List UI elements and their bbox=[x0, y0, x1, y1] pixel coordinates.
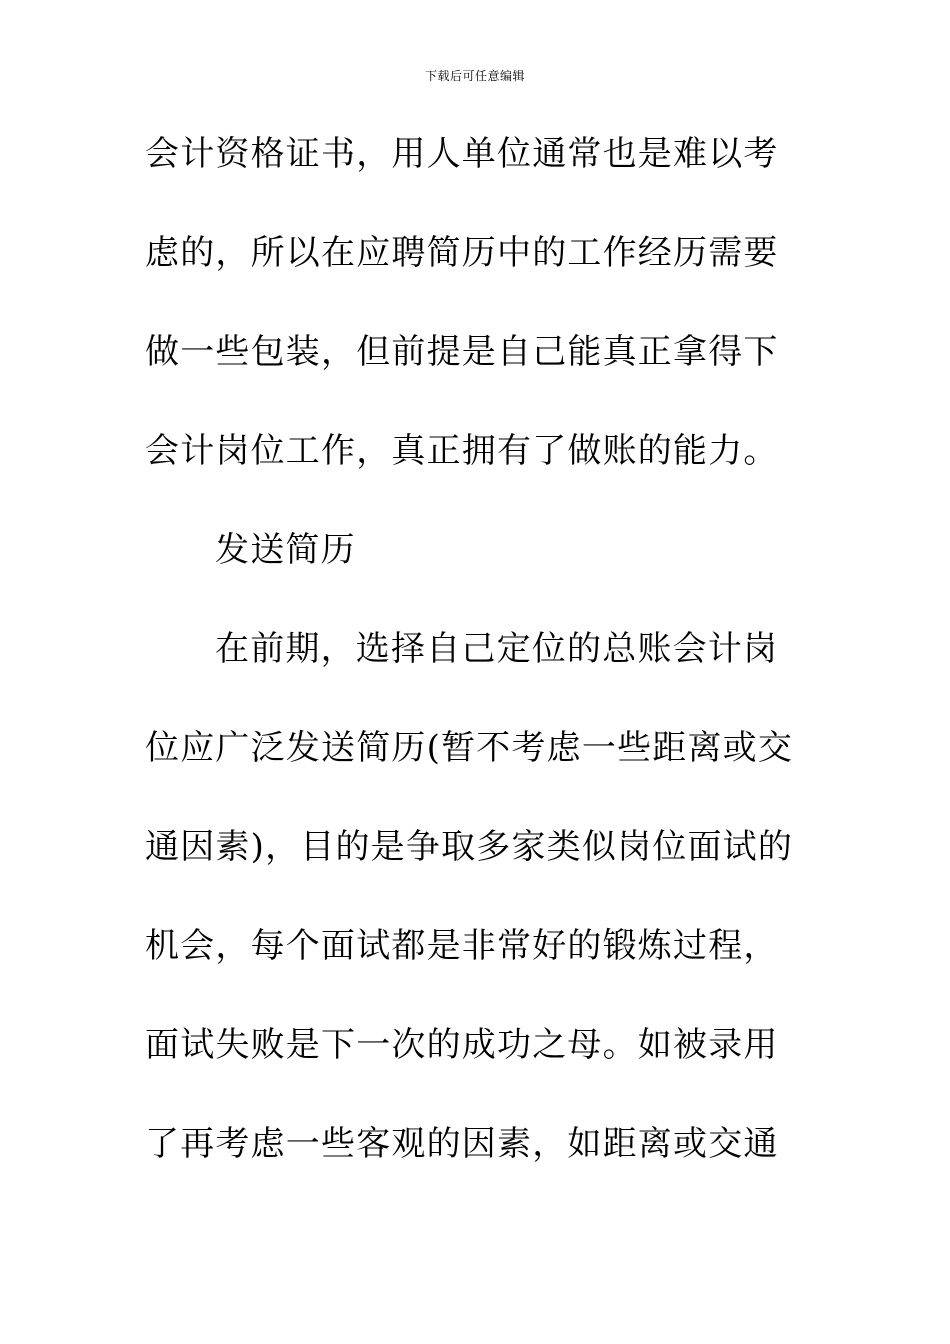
text-line: 位应广泛发送简历(暂不考虑一些距离或交 bbox=[145, 728, 794, 768]
text-line: 面试失败是下一次的成功之母。如被录用 bbox=[145, 1025, 779, 1065]
text-line: 会计岗位工作，真正拥有了做账的能力。 bbox=[145, 431, 779, 471]
section-heading: 发送简历 bbox=[215, 530, 356, 570]
text-line: 在前期，选择自己定位的总账会计岗 bbox=[215, 629, 779, 669]
text-line: 会计资格证书，用人单位通常也是难以考 bbox=[145, 134, 779, 174]
text-line: 机会，每个面试都是非常好的锻炼过程， bbox=[145, 926, 779, 966]
text-line: 做一些包装，但前提是自己能真正拿得下 bbox=[145, 332, 779, 372]
text-line: 了再考虑一些客观的因素，如距离或交通 bbox=[145, 1124, 779, 1164]
text-line: 虑的，所以在应聘简历中的工作经历需要 bbox=[145, 233, 779, 273]
page-header: 下载后可任意编辑 bbox=[424, 69, 525, 83]
text-line: 通因素)，目的是争取多家类似岗位面试的 bbox=[145, 827, 794, 867]
